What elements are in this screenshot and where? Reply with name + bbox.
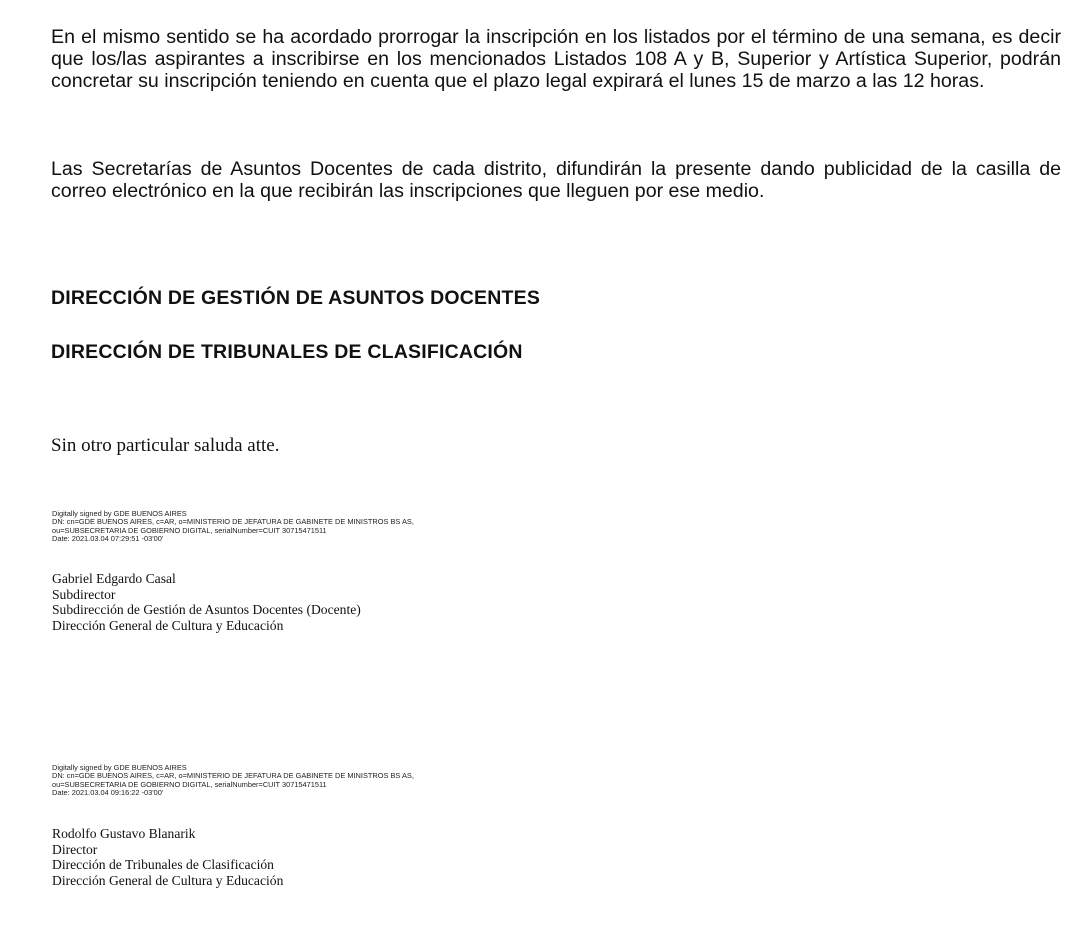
digital-signature-stamp-1 <box>52 510 414 543</box>
heading-tribunales-clasificacion: DIRECCIÓN DE TRIBUNALES DE CLASIFICACIÓN <box>51 341 523 363</box>
signature-stamp-line: Digitally signed by GDE BUENOS AIRES <box>52 509 187 518</box>
signature-stamp-line: ou=SUBSECRETARIA DE GOBIERNO DIGITAL, serialNumber=CUIT 30715471511 <box>52 525 327 535</box>
body-paragraph-extension: En el mismo sentido se ha acordado prorrogar la inscripción en los listados por el término de una semana, es decir que los/las aspirantes a inscribirse en los mencionados Listados 108 A y B, Superior y Artística Superior, podrán concretar su inscripción teniendo en cuenta que el plazo legal expirará el lunes 15 de marzo a las 12 horas. <box>51 26 1061 92</box>
signature-stamp-line: ou=SUBSECRETARIA DE GOBIERNO DIGITAL, serialNumber=CUIT 30715471511 <box>52 779 327 789</box>
closing-salutation: Sin otro particular saluda atte. <box>51 435 280 456</box>
signer-role: Director <box>52 841 98 857</box>
signer-name: Rodolfo Gustavo Blanarik <box>52 826 196 841</box>
heading-gestion-asuntos-docentes: DIRECCIÓN DE GESTIÓN DE ASUNTOS DOCENTES <box>51 287 541 309</box>
signature-stamp-line: Date: 2021.03.04 07:29:51 -03'00' <box>52 533 164 543</box>
signer-organization: Dirección General de Cultura y Educación <box>52 872 284 888</box>
signer-block-2 <box>52 826 283 888</box>
signer-organization: Dirección General de Cultura y Educación <box>52 617 284 633</box>
signature-stamp-line: DN: cn=GDE BUENOS AIRES, c=AR, o=MINISTERIO DE JEFATURA DE GABINETE DE MINISTROS BS AS, <box>52 771 414 781</box>
signer-office: Subdirección de Gestión de Asuntos Docentes (Docente) <box>52 602 361 617</box>
signer-office: Dirección de Tribunales de Clasificación <box>52 857 274 872</box>
signature-stamp-line: Digitally signed by GDE BUENOS AIRES <box>52 763 187 772</box>
body-paragraph-publicity: Las Secretarías de Asuntos Docentes de cada distrito, difundirán la presente dando publicidad de la casilla de correo electrónico en la que recibirán las inscripciones que lleguen por ese medio. <box>51 158 1061 202</box>
digital-signature-stamp-2 <box>52 764 414 797</box>
signature-stamp-line: DN: cn=GDE BUENOS AIRES, c=AR, o=MINISTERIO DE JEFATURA DE GABINETE DE MINISTROS BS AS, <box>52 517 414 527</box>
signer-role: Subdirector <box>52 586 116 602</box>
signer-block-1 <box>52 571 361 633</box>
signature-stamp-line: Date: 2021.03.04 09:16:22 -03'00' <box>52 787 164 797</box>
signer-name: Gabriel Edgardo Casal <box>52 571 176 586</box>
